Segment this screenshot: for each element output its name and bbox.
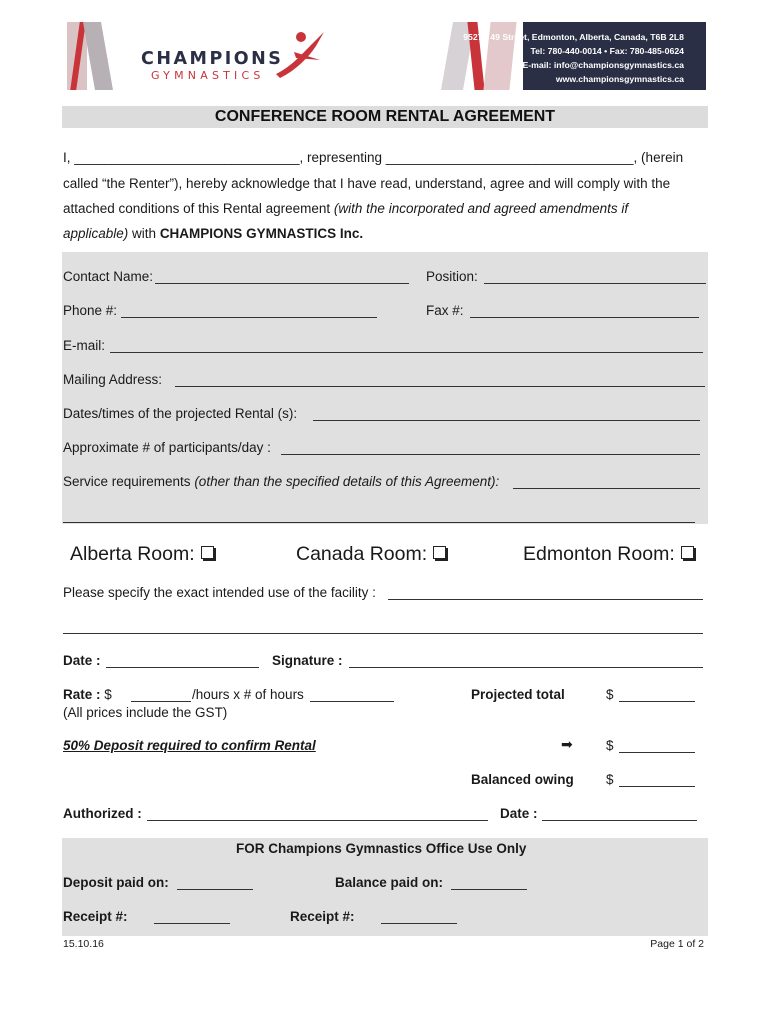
rate-field[interactable] [131, 701, 191, 702]
authorized-label: Authorized : [63, 806, 142, 821]
logo-wordmark: CHAMPIONS [141, 49, 284, 69]
projected-total-field[interactable] [619, 701, 695, 702]
logo-subtitle: GYMNASTICS [151, 69, 265, 82]
position-label: Position: [426, 269, 478, 284]
checkbox-icon[interactable] [433, 546, 446, 559]
use-field[interactable] [388, 599, 703, 600]
arrow-right-icon: ➡ [561, 736, 573, 752]
address-text: 9527 - 49 Street, Edmonton, Alberta, Canada, T6B 2L8 [463, 32, 684, 42]
header-banner [67, 22, 706, 90]
mailing-label: Mailing Address: [63, 372, 163, 387]
signature-label: Signature : [272, 653, 343, 668]
rate-line [63, 687, 112, 702]
intro-italic-text: (with the incorporated and agreed amendments if [333, 201, 629, 216]
receipt-1-field[interactable] [154, 923, 230, 924]
checkbox-icon[interactable] [681, 546, 694, 559]
title-bar [62, 106, 708, 128]
intro-text: attached conditions of this Rental agreement [63, 201, 334, 216]
intro-line-1: I, ______________________________, representing _________________________________, (herein [63, 150, 684, 165]
edmonton-room-option[interactable] [523, 543, 694, 566]
canada-room-option[interactable] [296, 543, 446, 566]
phone-fax-text: Tel: 780-440-0014 • Fax: 780-485-0624 [530, 46, 684, 56]
deposit-field[interactable] [619, 752, 695, 753]
deposit-paid-label: Deposit paid on: [63, 875, 169, 890]
contact-name-label: Contact Name: [63, 269, 154, 284]
company-name: CHAMPIONS GYMNASTICS Inc. [159, 226, 364, 241]
contact-name-field[interactable] [155, 283, 409, 284]
intro-line-2: called “the Renter”), hereby acknowledge that I have read, understand, agree and will comply with the [63, 176, 671, 191]
signature-field[interactable] [349, 667, 703, 668]
email-label: E-mail: [63, 338, 106, 353]
currency-symbol: $ [606, 687, 614, 702]
website-text: www.championsgymnastics.ca [555, 74, 684, 84]
page-number: Page 1 of 2 [650, 938, 704, 950]
hours-field[interactable] [310, 701, 394, 702]
page-title: CONFERENCE ROOM RENTAL AGREEMENT [214, 108, 556, 125]
mailing-field[interactable] [175, 386, 705, 387]
use-label: Please specify the exact intended use of the facility : [63, 585, 376, 600]
date-field[interactable] [106, 667, 259, 668]
fax-field[interactable] [470, 317, 699, 318]
balanced-owing-label: Balanced owing [471, 772, 574, 787]
receipt-2-field[interactable] [381, 923, 457, 924]
projected-total-label: Projected total [471, 687, 565, 702]
service-italic-text: (other than the specified details of this Agreement): [194, 474, 500, 489]
office-use-heading: FOR Champions Gymnastics Office Use Only [236, 841, 527, 856]
deposit-paid-field[interactable] [177, 889, 253, 890]
authorized-field[interactable] [147, 820, 488, 821]
email-field[interactable] [110, 352, 703, 353]
service-field-line-2[interactable] [63, 522, 695, 523]
rate-label: Rate : [63, 687, 101, 702]
auth-date-label: Date : [500, 806, 538, 821]
decor-stripe [83, 22, 113, 90]
phone-label: Phone #: [63, 303, 118, 318]
currency-symbol: $ [606, 738, 614, 753]
balanced-owing-field[interactable] [619, 786, 695, 787]
fax-label: Fax #: [426, 303, 464, 318]
auth-date-field[interactable] [542, 820, 697, 821]
contact-panel [463, 22, 706, 90]
use-field-line-2[interactable] [63, 633, 703, 634]
balance-paid-label: Balance paid on: [335, 875, 444, 890]
receipt-1-label: Receipt #: [63, 909, 128, 924]
currency-symbol: $ [104, 687, 112, 702]
balance-paid-field[interactable] [451, 889, 527, 890]
phone-field[interactable] [121, 317, 377, 318]
canada-room-label: Canada Room: [296, 543, 428, 565]
service-field[interactable] [513, 488, 700, 489]
checkbox-icon[interactable] [201, 546, 214, 559]
dates-field[interactable] [313, 420, 700, 421]
intro-line-4 [63, 226, 363, 241]
footer-date: 15.10.16 [63, 938, 104, 950]
intro-text: with [128, 226, 160, 241]
alberta-room-label: Alberta Room: [70, 543, 195, 565]
intro-italic-text: applicable) [63, 226, 129, 241]
dates-label: Dates/times of the projected Rental (s): [63, 406, 298, 421]
participants-label: Approximate # of participants/day : [63, 440, 271, 455]
alberta-room-option[interactable] [70, 543, 214, 566]
service-label [63, 474, 499, 489]
gymnast-logo-icon [272, 30, 332, 82]
participants-field[interactable] [281, 454, 700, 455]
hours-label: /hours x # of hours [192, 687, 304, 702]
edmonton-room-label: Edmonton Room: [523, 543, 675, 565]
email-text: E-mail: info@championsgymnastics.ca [522, 60, 684, 70]
intro-line-3 [63, 201, 628, 216]
service-text: Service requirements [63, 474, 195, 489]
position-field[interactable] [484, 283, 706, 284]
gst-note: (All prices include the GST) [63, 705, 228, 720]
deposit-note: 50% Deposit required to confirm Rental [63, 738, 316, 753]
receipt-2-label: Receipt #: [290, 909, 355, 924]
date-label: Date : [63, 653, 101, 668]
currency-symbol: $ [606, 772, 614, 787]
